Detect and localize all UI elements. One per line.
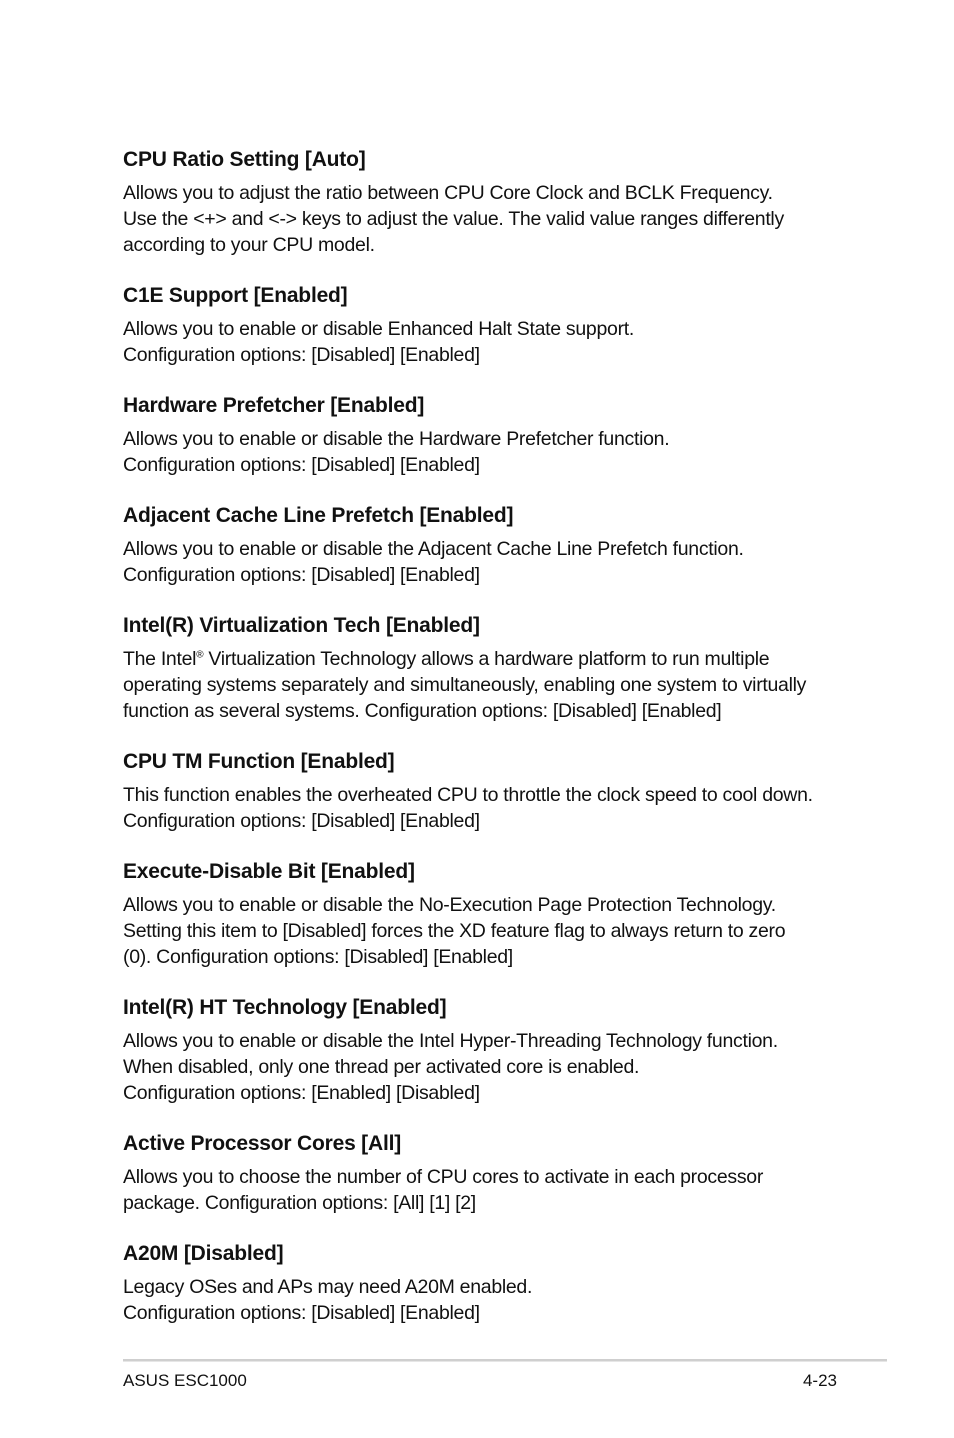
section-description bbox=[123, 1274, 843, 1326]
description-line: Configuration options: [Disabled] [Enabled] bbox=[123, 344, 480, 366]
footer-product-name: ASUS ESC1000 bbox=[123, 1371, 247, 1390]
section-title: Execute-Disable Bit [Enabled] bbox=[123, 860, 415, 883]
section-title: Adjacent Cache Line Prefetch [Enabled] bbox=[123, 504, 514, 527]
section-description bbox=[123, 180, 843, 258]
section-title: CPU Ratio Setting [Auto] bbox=[123, 148, 366, 171]
section-description bbox=[123, 782, 843, 834]
section-intel-ht-technology bbox=[123, 994, 843, 1106]
section-title: A20M [Disabled] bbox=[123, 1242, 284, 1265]
section-adjacent-cache-line-prefetch bbox=[123, 502, 843, 588]
section-execute-disable-bit bbox=[123, 858, 843, 970]
section-cpu-ratio-setting bbox=[123, 146, 843, 258]
description-line: Setting this item to [Disabled] forces the XD feature flag to always return to zero bbox=[123, 920, 786, 942]
description-line: Allows you to adjust the ratio between CPU Core Clock and BCLK Frequency. bbox=[123, 182, 773, 204]
section-description bbox=[123, 426, 843, 478]
description-line: Allows you to choose the number of CPU cores to activate in each processor bbox=[123, 1166, 764, 1188]
description-line: Configuration options: [Disabled] [Enabled] bbox=[123, 810, 480, 832]
description-line: Configuration options: [Disabled] [Enabled] bbox=[123, 1302, 480, 1324]
section-title: C1E Support [Enabled] bbox=[123, 284, 348, 307]
section-description bbox=[123, 892, 843, 970]
section-intel-virtualization-tech bbox=[123, 612, 843, 724]
description-line-start: The Intel bbox=[123, 648, 197, 670]
section-c1e-support bbox=[123, 282, 843, 368]
description-line: package. Configuration options: [All] [1] [2] bbox=[123, 1192, 476, 1214]
description-line: according to your CPU model. bbox=[123, 234, 375, 256]
description-line: Allows you to enable or disable Enhanced Halt State support. bbox=[123, 318, 634, 340]
description-line: Allows you to enable or disable the No-Execution Page Protection Technology. bbox=[123, 894, 776, 916]
description-line: Legacy OSes and APs may need A20M enabled. bbox=[123, 1276, 533, 1298]
section-description bbox=[123, 646, 843, 724]
footer-divider bbox=[123, 1359, 887, 1362]
section-a20m bbox=[123, 1240, 843, 1326]
description-line: function as several systems. Configuration options: [Disabled] [Enabled] bbox=[123, 700, 722, 722]
section-hardware-prefetcher bbox=[123, 392, 843, 478]
section-description bbox=[123, 1028, 843, 1106]
section-title: Active Processor Cores [All] bbox=[123, 1132, 402, 1155]
section-active-processor-cores bbox=[123, 1130, 843, 1216]
description-line: When disabled, only one thread per activated core is enabled. bbox=[123, 1056, 640, 1078]
description-line: operating systems separately and simultaneously, enabling one system to virtually bbox=[123, 674, 807, 696]
section-description bbox=[123, 316, 843, 368]
description-line: Use the <+> and <-> keys to adjust the value. The valid value ranges differently bbox=[123, 208, 784, 230]
registered-trademark-mark: ® bbox=[196, 649, 204, 661]
section-title: Hardware Prefetcher [Enabled] bbox=[123, 394, 425, 417]
section-title: Intel(R) Virtualization Tech [Enabled] bbox=[123, 614, 480, 637]
description-line: Configuration options: [Disabled] [Enabled] bbox=[123, 564, 480, 586]
manual-content bbox=[123, 146, 843, 1326]
footer-page-number: 4-23 bbox=[802, 1371, 837, 1390]
section-cpu-tm-function bbox=[123, 748, 843, 834]
description-line: Configuration options: [Enabled] [Disabled] bbox=[123, 1082, 480, 1104]
description-line: Allows you to enable or disable the Adjacent Cache Line Prefetch function. bbox=[123, 538, 744, 560]
description-line: (0). Configuration options: [Disabled] [Enabled] bbox=[123, 946, 513, 968]
description-line: Configuration options: [Disabled] [Enabled] bbox=[123, 454, 480, 476]
section-description bbox=[123, 1164, 843, 1216]
description-line: Allows you to enable or disable the Intel Hyper-Threading Technology function. bbox=[123, 1030, 778, 1052]
description-line: This function enables the overheated CPU to throttle the clock speed to cool down. bbox=[123, 784, 813, 806]
description-line: Allows you to enable or disable the Hardware Prefetcher function. bbox=[123, 428, 670, 450]
section-title: Intel(R) HT Technology [Enabled] bbox=[123, 996, 447, 1019]
description-line-end: Virtualization Technology allows a hardware platform to run multiple bbox=[203, 648, 770, 670]
section-title: CPU TM Function [Enabled] bbox=[123, 750, 395, 773]
section-description bbox=[123, 536, 843, 588]
